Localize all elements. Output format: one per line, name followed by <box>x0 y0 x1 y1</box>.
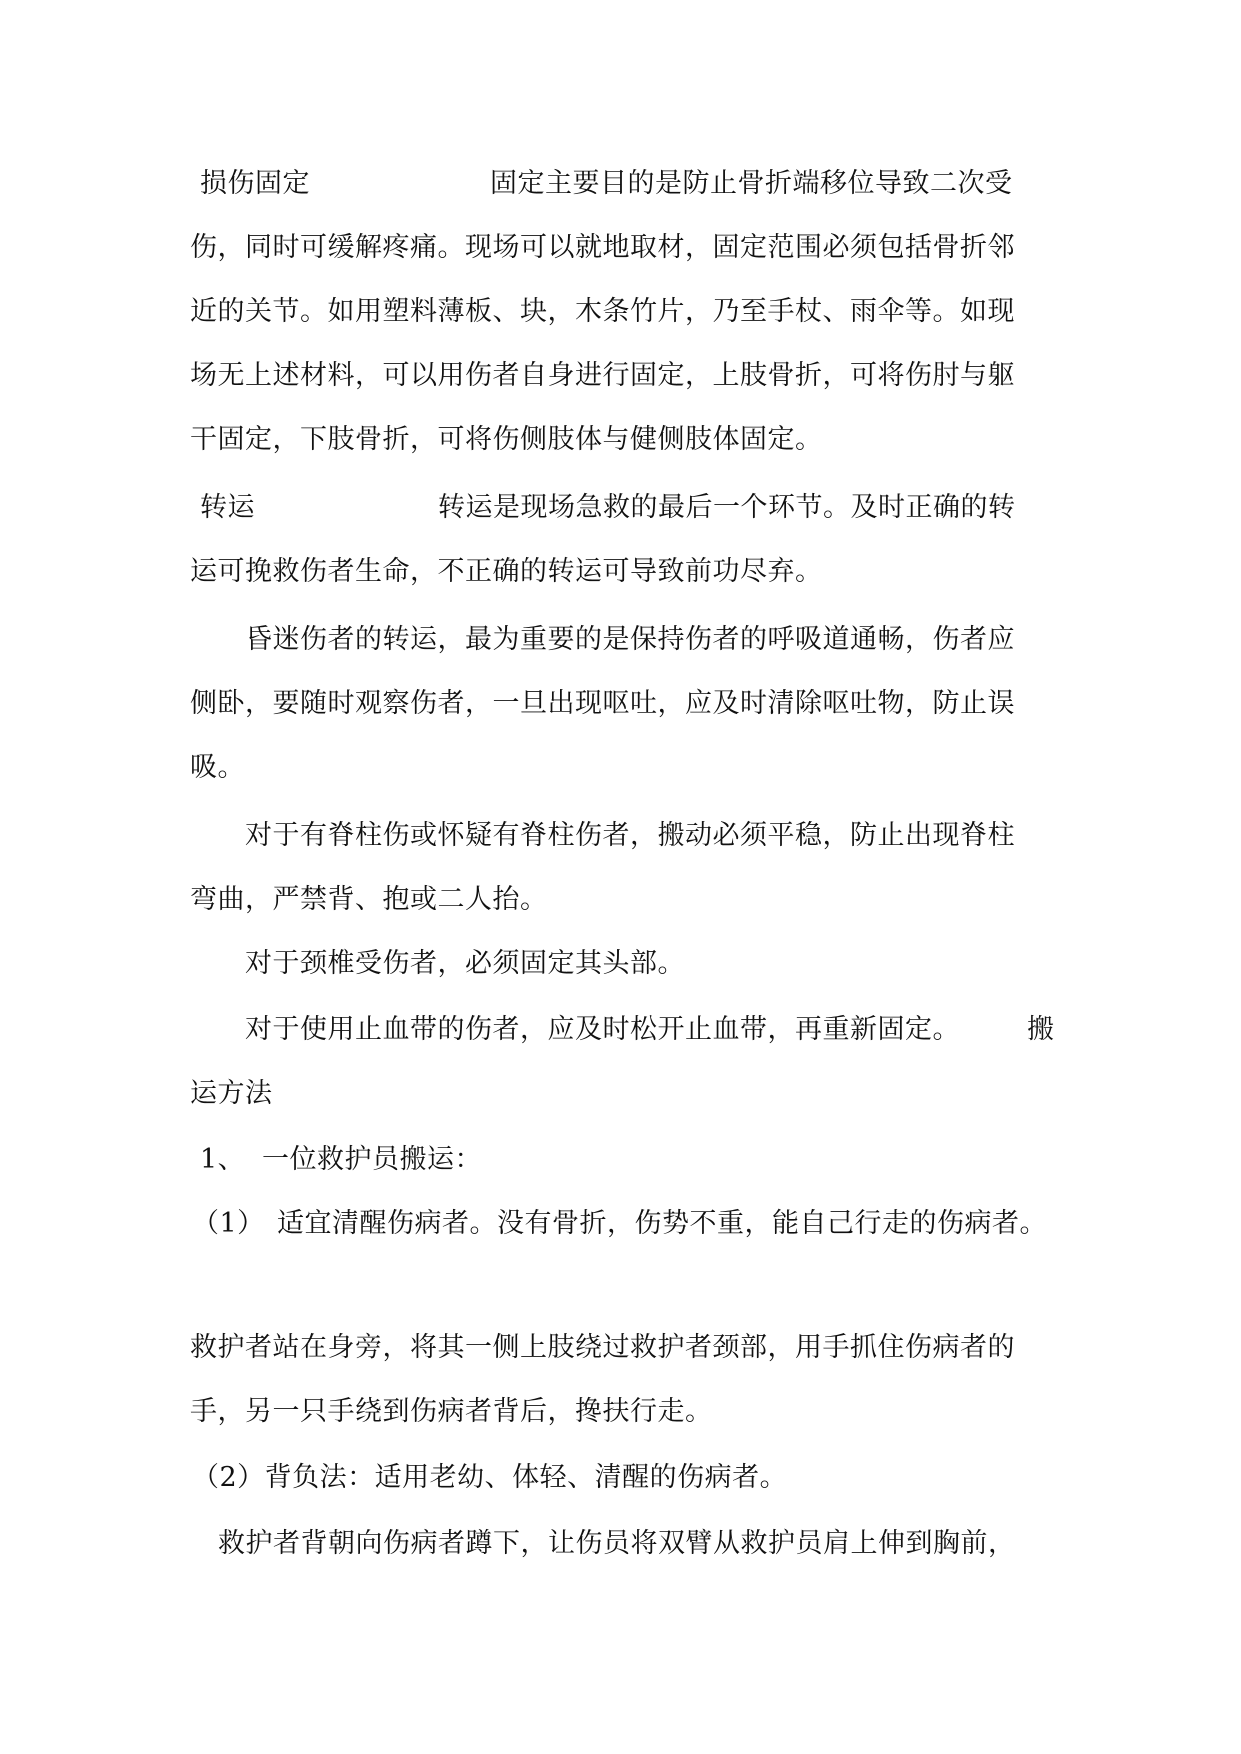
paragraph-line: 昏迷伤者的转运，最为重要的是保持伤者的呼吸道通畅，伤者应 <box>245 624 1015 655</box>
paragraph-line: 吸。 <box>190 752 245 783</box>
paragraph-line: 场无上述材料，可以用伤者自身进行固定，上肢骨折，可将伤肘与躯 <box>190 360 1015 391</box>
list-number: 1、 <box>200 1144 246 1175</box>
paragraph-line: 对于有脊柱伤或怀疑有脊柱伤者，搬动必须平稳，防止出现脊柱 <box>245 820 1015 851</box>
paragraph-line: 弯曲，严禁背、抱或二人抬。 <box>190 884 548 915</box>
paragraph-line: 对于颈椎受伤者，必须固定其头部。 <box>245 948 685 979</box>
section-heading-fixation: 损伤固定 <box>200 168 310 199</box>
list-subitem: （2）背负法：适用老幼、体轻、清醒的伤病者。 <box>192 1462 788 1493</box>
paragraph-line: 手，另一只手绕到伤病者背后，搀扶行走。 <box>190 1396 713 1427</box>
paragraph-line: 近的关节。如用塑料薄板、块，木条竹片，乃至手杖、雨伞等。如现 <box>190 296 1015 327</box>
list-subnumber: （1） <box>192 1208 265 1239</box>
paragraph-line: 转运是现场急救的最后一个环节。及时正确的转 <box>438 492 1016 523</box>
paragraph-line: 对于使用止血带的伤者，应及时松开止血带，再重新固定。 <box>245 1014 960 1045</box>
paragraph-line: 搬 <box>1027 1014 1055 1045</box>
paragraph-line: 侧卧，要随时观察伤者，一旦出现呕吐，应及时清除呕吐物，防止误 <box>190 688 1015 719</box>
paragraph-line: 救护者背朝向伤病者蹲下，让伤员将双臂从救护员肩上伸到胸前， <box>218 1528 1016 1559</box>
list-item-title: 一位救护员搬运： <box>262 1144 482 1175</box>
section-heading-methods: 运方法 <box>190 1078 273 1109</box>
paragraph-line: 运可挽救伤者生命，不正确的转运可导致前功尽弃。 <box>190 556 823 587</box>
section-heading-transport: 转运 <box>200 492 255 523</box>
paragraph-line: 干固定，下肢骨折，可将伤侧肢体与健侧肢体固定。 <box>190 424 823 455</box>
paragraph-line: 伤，同时可缓解疼痛。现场可以就地取材，固定范围必须包括骨折邻 <box>190 232 1015 263</box>
paragraph-line: 适宜清醒伤病者。没有骨折，伤势不重，能自己行走的伤病者。 <box>277 1208 1047 1239</box>
paragraph-line: 救护者站在身旁，将其一侧上肢绕过救护者颈部，用手抓住伤病者的 <box>190 1332 1015 1363</box>
paragraph-line: 固定主要目的是防止骨折端移位导致二次受 <box>490 168 1013 199</box>
